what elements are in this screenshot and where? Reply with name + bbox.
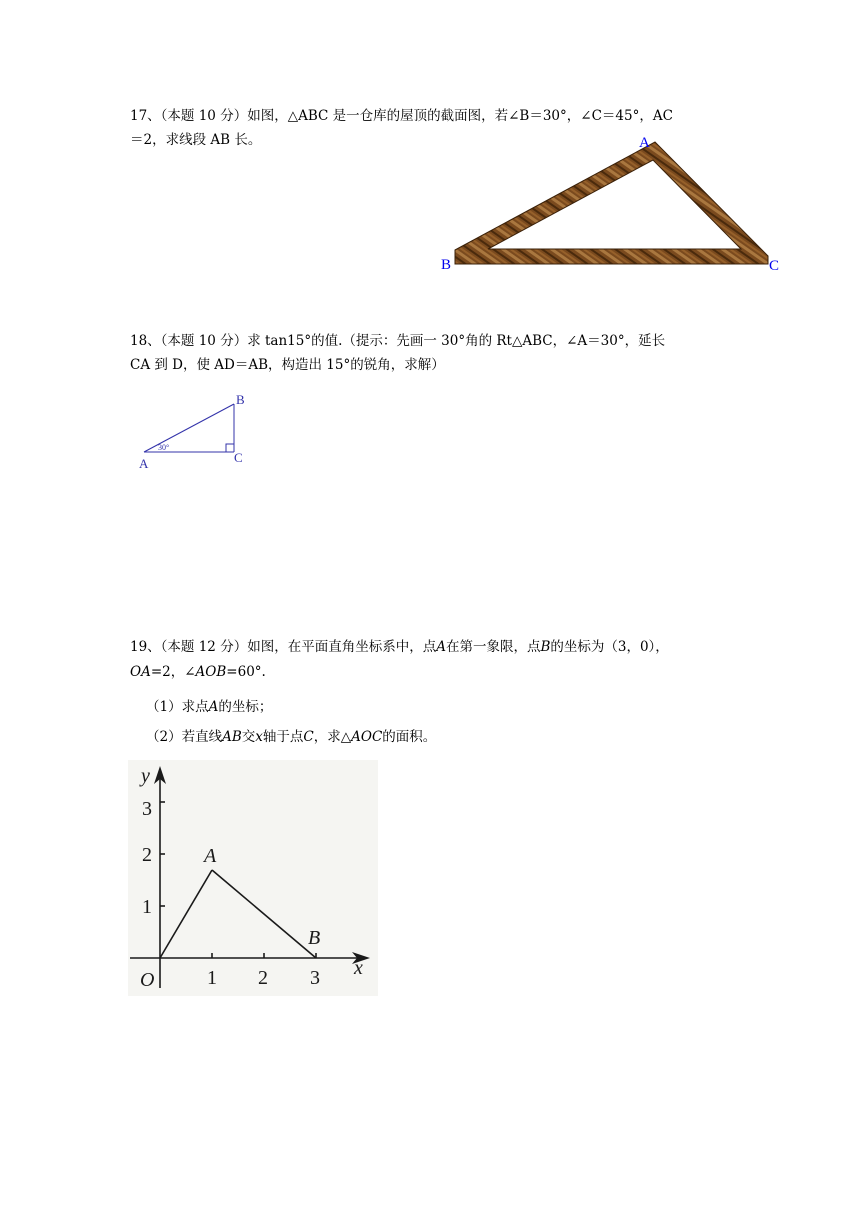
q18-right-triangle-figure — [134, 388, 254, 474]
y-axis-label: y — [141, 765, 150, 787]
x-tick-2: 2 — [258, 967, 268, 989]
q19-point-a-ref: A — [436, 639, 446, 655]
q19-aob-ref: AOB — [195, 664, 227, 680]
q18-text-line1: 18、（本题 10 分）求 tan15°的值.（提示：先画一 30°角的 Rt△ABC，∠A＝30°，延长 — [130, 333, 666, 349]
q19-part2 — [146, 727, 436, 747]
q19-line1-head: 19、（本题 12 分）如图，在平面直角坐标系中，点 — [130, 639, 437, 655]
q19-part2-tail: 的面积。 — [382, 729, 437, 745]
q17-text-line1: 17、（本题 10 分）如图，△ABC 是一仓库的屋顶的截面图，若∠B＝30°，∠C＝45°，AC — [130, 108, 673, 124]
right-angle-mark — [226, 444, 234, 452]
q18-label-c: C — [234, 450, 243, 465]
y-tick-1: 1 — [142, 896, 152, 918]
q19-part2-x: x — [255, 729, 263, 745]
q19-part1 — [146, 697, 272, 717]
q19-part2-ab: AB — [222, 729, 242, 745]
q18-text-line2: CA 到 D，使 AD＝AB，构造出 15°的锐角，求解） — [130, 357, 445, 373]
point-a-label: A — [204, 845, 217, 867]
q19-line2-mid: =2，∠ — [150, 664, 196, 680]
q17-label-a: A — [639, 135, 650, 151]
q19-text-line1 — [130, 637, 669, 657]
q19-part2-aoc: AOC — [351, 729, 383, 745]
q17-label-c: C — [769, 258, 780, 274]
q19-point-b-ref: B — [540, 639, 551, 655]
origin-label: O — [140, 969, 155, 991]
q17-label-b: B — [441, 257, 452, 273]
point-b-label: B — [308, 927, 321, 949]
x-axis-label: x — [354, 957, 363, 979]
q19-part2-mid: 交 — [241, 729, 256, 745]
q18-label-a: A — [139, 456, 149, 471]
q19-part2-c: C — [303, 729, 314, 745]
q19-part2-mid2: 轴于点 — [262, 729, 304, 745]
q18-label-b: B — [236, 392, 245, 407]
q19-coordinate-graph — [128, 760, 378, 996]
q19-line1-tail: 的坐标为（3，0）， — [550, 639, 669, 655]
q19-part1-a: A — [208, 699, 219, 715]
q19-part1-head: （1）求点 — [146, 699, 209, 715]
q19-text-line2 — [130, 662, 266, 682]
q18-angle-label: 30° — [158, 443, 170, 452]
q19-part2-mid3: ，求△ — [313, 729, 352, 745]
x-tick-3: 3 — [310, 967, 320, 989]
roof-frame — [455, 142, 768, 264]
q19-line2-tail: =60°. — [226, 664, 266, 680]
q17-roof-figure — [430, 128, 790, 276]
q19-part1-tail: 的坐标； — [218, 699, 273, 715]
y-tick-2: 2 — [142, 844, 152, 866]
y-tick-3: 3 — [142, 798, 152, 820]
q19-oa-ref: OA — [130, 664, 151, 680]
q19-line1-mid: 在第一象限，点 — [445, 639, 541, 655]
q19-part2-head: （2）若直线 — [146, 729, 223, 745]
q17-text-line2: ＝2，求线段 AB 长。 — [130, 132, 262, 148]
x-tick-1: 1 — [207, 967, 217, 989]
